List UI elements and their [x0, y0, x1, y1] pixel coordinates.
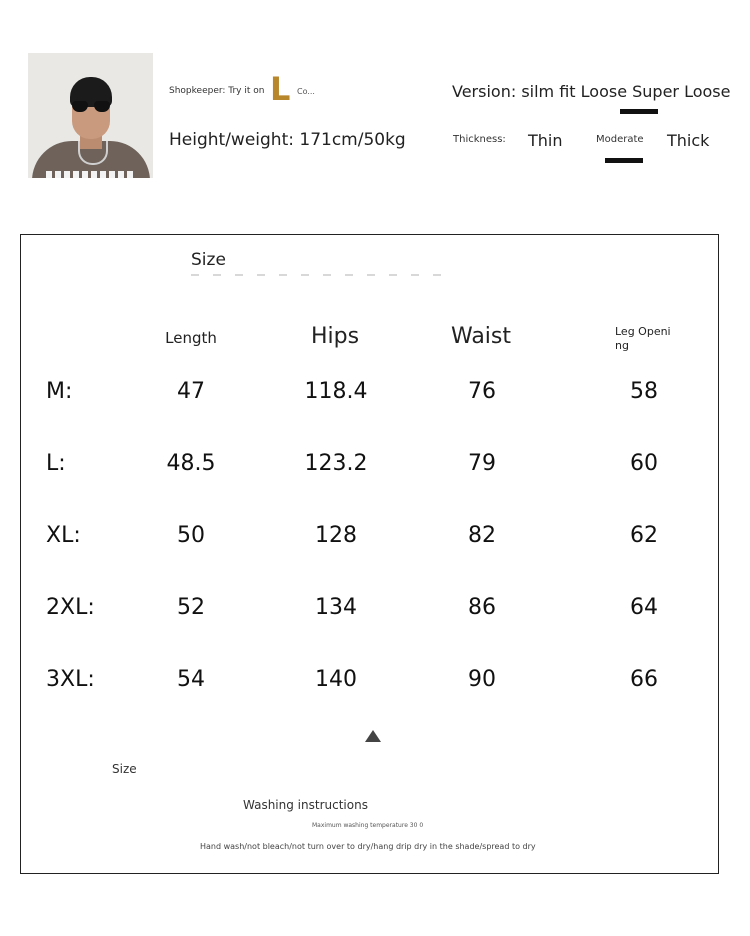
table-cell: 79 — [468, 451, 496, 476]
triangle-up-icon — [365, 730, 381, 742]
table-cell: 76 — [468, 379, 496, 404]
height-weight: Height/weight: 171cm/50kg — [169, 130, 406, 150]
version-text: Version: silm fit Loose Super Loose — [452, 82, 731, 101]
header-waist: Waist — [450, 324, 512, 349]
size-chart-title: Size — [191, 250, 226, 270]
table-cell: 82 — [468, 523, 496, 548]
row-label-3xl: 3XL: — [46, 667, 95, 692]
thickness-moderate: Moderate — [596, 134, 644, 145]
thickness-label: Thickness: — [453, 134, 506, 145]
washing-instructions: Hand wash/not bleach/not turn over to dry/hang drip dry in the shade/spread to dry — [200, 842, 536, 851]
table-cell: 66 — [630, 667, 658, 692]
row-label-l: L: — [46, 451, 66, 476]
table-cell: 134 — [315, 595, 357, 620]
washing-title: Washing instructions — [243, 798, 368, 812]
thickness-thin: Thin — [528, 131, 563, 150]
shopkeeper-label: Shopkeeper: Try it on — [169, 86, 265, 96]
washing-temperature: Maximum washing temperature 30 0 — [312, 822, 424, 829]
thickness-thick: Thick — [667, 131, 710, 150]
header-length: Length — [165, 329, 217, 347]
sunglasses-icon — [72, 101, 110, 112]
table-cell: 128 — [315, 523, 357, 548]
row-label-m: M: — [46, 379, 73, 404]
table-cell: 52 — [177, 595, 205, 620]
table-cell: 48.5 — [166, 451, 216, 476]
row-label-xl: XL: — [46, 523, 81, 548]
table-cell: 50 — [177, 523, 205, 548]
version-selected-marker — [620, 109, 658, 114]
table-cell: 47 — [177, 379, 205, 404]
model-photo — [28, 53, 153, 178]
header-hips: Hips — [310, 324, 360, 349]
tried-size: L — [270, 70, 291, 108]
table-cell: 123.2 — [304, 451, 368, 476]
table-cell: 58 — [630, 379, 658, 404]
tried-size-suffix: Co... — [297, 87, 315, 96]
faint-divider — [191, 274, 441, 276]
table-cell: 86 — [468, 595, 496, 620]
table-cell: 118.4 — [304, 379, 368, 404]
table-cell: 62 — [630, 523, 658, 548]
table-cell: 140 — [315, 667, 357, 692]
header-leg-opening: Leg Opening — [615, 325, 671, 352]
table-cell: 54 — [177, 667, 205, 692]
table-cell: 64 — [630, 595, 658, 620]
thickness-selected-marker — [605, 158, 643, 163]
row-label-2xl: 2XL: — [46, 595, 95, 620]
table-cell: 60 — [630, 451, 658, 476]
table-cell: 90 — [468, 667, 496, 692]
size-note: Size — [112, 762, 137, 776]
